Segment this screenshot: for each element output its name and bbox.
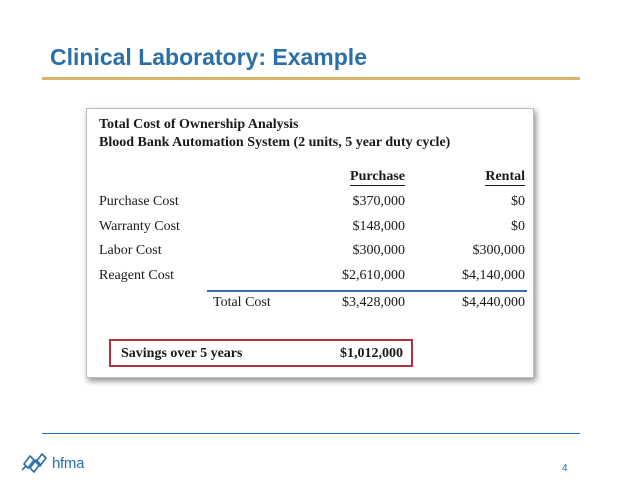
cell-purchase: $300,000 <box>352 243 405 258</box>
cell-purchase: $2,610,000 <box>342 268 405 283</box>
title-divider <box>42 77 580 80</box>
total-divider <box>207 290 527 292</box>
footer-divider <box>42 433 580 434</box>
cell-rental: $0 <box>511 219 525 234</box>
savings-box <box>109 339 413 367</box>
row-label: Purchase Cost <box>99 194 179 209</box>
savings-label: Savings over 5 years <box>121 346 243 361</box>
row-label: Reagent Cost <box>99 268 175 283</box>
cost-analysis-table <box>86 108 534 378</box>
total-rental: $4,440,000 <box>462 295 525 310</box>
hfma-logo-icon <box>20 450 50 476</box>
hfma-logo <box>20 450 84 476</box>
cell-purchase: $370,000 <box>352 194 405 209</box>
logo-text: hfma <box>52 454 85 472</box>
column-header-purchase: Purchase <box>350 169 405 184</box>
total-purchase: $3,428,000 <box>342 295 405 310</box>
cell-rental: $300,000 <box>472 243 525 258</box>
column-header-rental: Rental <box>485 169 525 184</box>
table-subheading: Blood Bank Automation System (2 units, 5 year duty cycle) <box>99 135 451 150</box>
row-label: Labor Cost <box>99 243 162 258</box>
total-label: Total Cost <box>213 295 271 310</box>
cell-rental: $4,140,000 <box>462 268 525 283</box>
page-number: 4 <box>562 463 568 474</box>
slide-title: Clinical Laboratory: Example <box>50 44 367 70</box>
savings-value: $1,012,000 <box>340 346 403 361</box>
row-label: Warranty Cost <box>99 219 180 234</box>
cell-rental: $0 <box>511 194 525 209</box>
cell-purchase: $148,000 <box>352 219 405 234</box>
table-heading: Total Cost of Ownership Analysis <box>99 117 299 132</box>
